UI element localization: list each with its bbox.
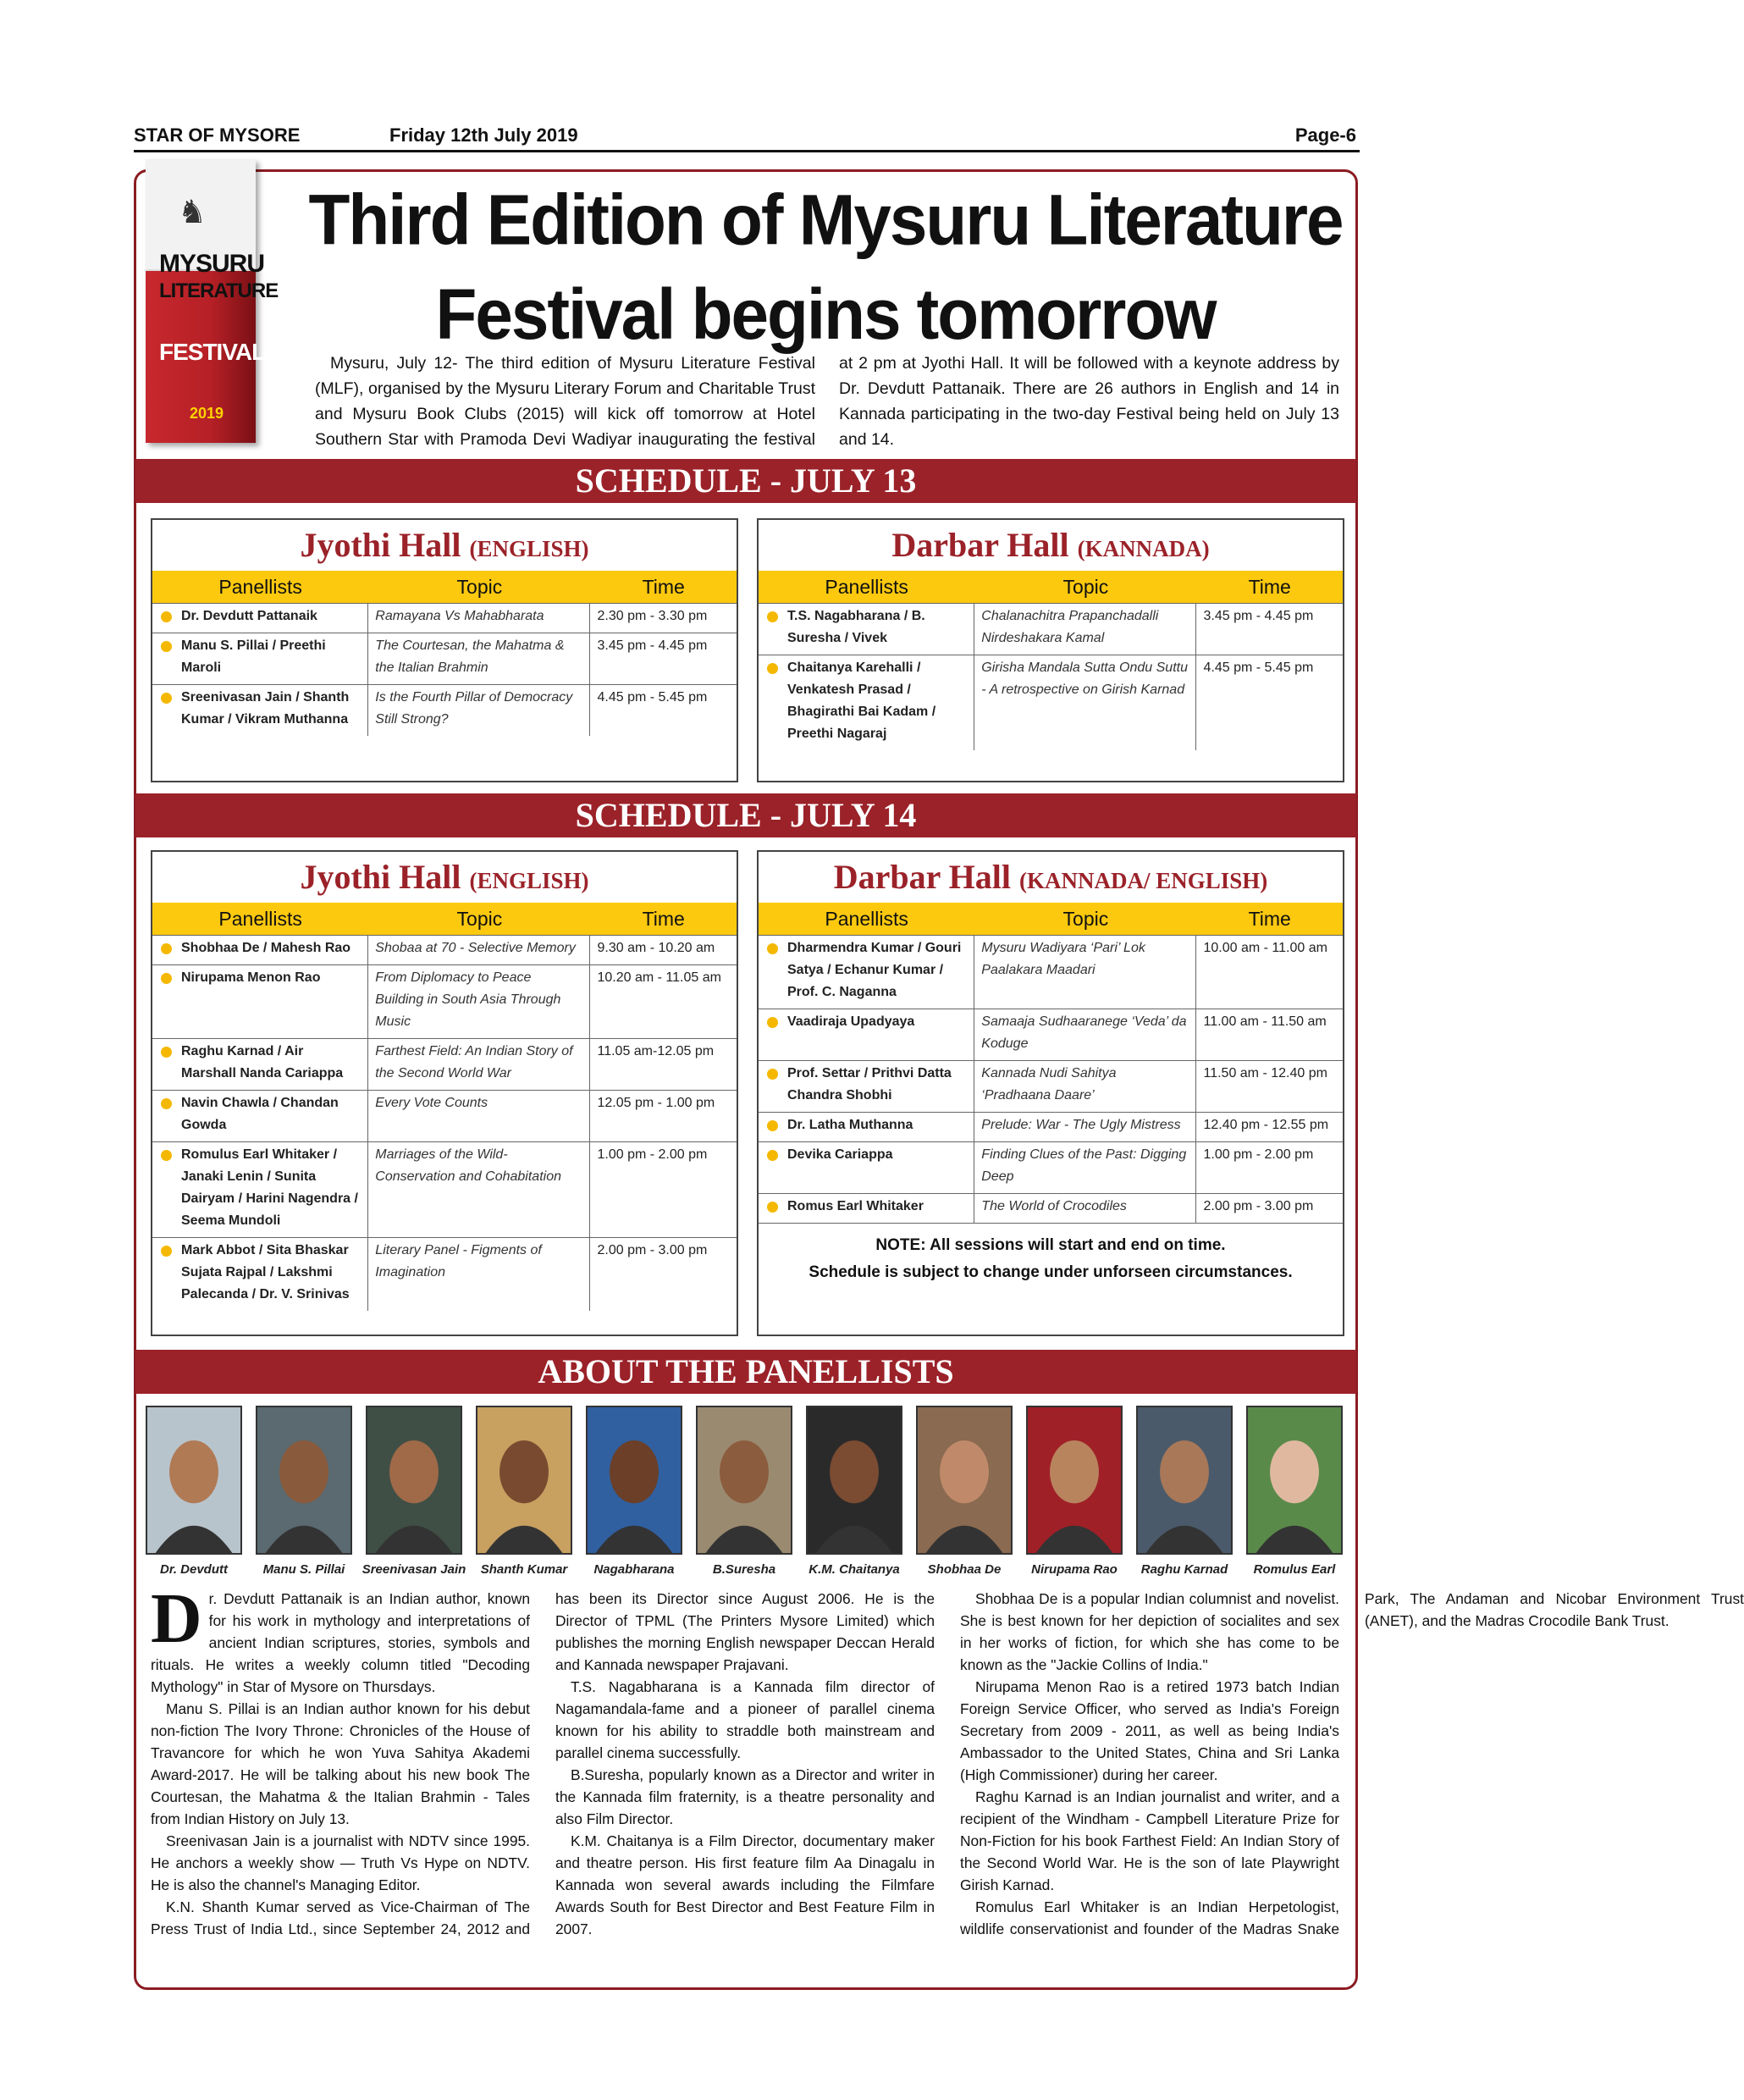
cell-panellists [152, 633, 368, 684]
panellist-names: Dr. Devdutt Pattanaik [181, 609, 317, 623]
cell-time: 12.40 pm - 12.55 pm [1203, 1118, 1329, 1132]
col-topic: Topic [456, 908, 503, 930]
cell-topic: Kannada Nudi Sahitya ‘Pradhaana Daare’ [974, 1061, 1196, 1112]
cell-topic: The World of Crocodiles [974, 1194, 1196, 1223]
cell-panellists [759, 1009, 974, 1060]
table-body [759, 603, 1343, 750]
photo-caption: Raghu Karnad [1140, 1562, 1228, 1577]
cell-panellists [152, 936, 368, 964]
table-row [152, 684, 737, 736]
hall-language: (KANNADA/ ENGLISH) [1018, 868, 1268, 893]
hall-title [759, 520, 1343, 571]
cell-panellists [152, 604, 368, 633]
bullet-icon [767, 1150, 778, 1161]
cell-panellists [759, 655, 974, 750]
panellist-names: Devika Cariappa [787, 1147, 893, 1162]
cell-topic: Shobaa at 70 - Selective Memory [368, 936, 590, 964]
hall-language: (ENGLISH) [469, 536, 589, 561]
hall-language: (ENGLISH) [469, 868, 589, 893]
bio-text: r. Devdutt Pattanaik is an Indian author, known for his work in mythology and interpretations of ancient Indian scriptures, stories, symbols and rituals. He writes a weekly column titled "Decoding Mythology" in Star of Mysore on Thursdays. [151, 1590, 530, 1695]
masthead [134, 121, 1365, 150]
book-year: 2019 [190, 405, 224, 422]
cell-panellists [759, 1142, 974, 1193]
photo-caption: Shanth Kumar [480, 1562, 568, 1577]
about-panellists-band: ABOUT THE PANELLISTS [135, 1350, 1356, 1394]
intro-text: Mysuru, July 12- The third edition of Mysuru Literature Festival (MLF), organised by the Mysuru Literary Forum and Charitable Trust and Mysuru Book Clubs (2015) will kick off tomorrow at Hotel Southern Star with Pramoda Devi Wadiyar inaugurating the festival at 2 pm at Jyothi Hall. It will be followed with a keynote address by Dr. Devdutt Pattanaik. There are 26 authors in English and 14 in Kannada participating in the two-day Festival being held on July 13 and 14. [315, 354, 1339, 449]
cell-time: 10.20 am - 11.05 am [597, 970, 721, 985]
bio-paragraph: Sreenivasan Jain is a journalist with NDTV since 1995. He anchors a weekly show — Truth Vs Hype on NDTV. He is also the channel's Managing Editor. [151, 1832, 530, 1893]
panellist-photo [366, 1406, 462, 1555]
panellist-names: Dharmendra Kumar / Gouri Satya / Echanur Kumar / Prof. C. Naganna [787, 941, 962, 999]
col-panellists: Panellists [218, 908, 302, 930]
book-title [159, 250, 279, 366]
col-time: Time [642, 908, 685, 930]
table-row [759, 603, 1343, 655]
photo-caption: K.M. Chaitanya [809, 1562, 900, 1577]
cell-topic: From Diplomacy to Peace Building in South Asia Through Music [368, 965, 590, 1038]
bullet-icon [161, 1047, 172, 1058]
bio-paragraph: T.S. Nagabharana is a Kannada film director of Nagamandala-fame and a pioneer of parallel cinema known for his ability to straddle both mainstream and parallel cinema successfully. [555, 1678, 935, 1761]
cell-topic: Every Vote Counts [368, 1091, 590, 1141]
panellist-names: Shobhaa De / Mahesh Rao [181, 941, 351, 955]
hall-language: (KANNADA) [1077, 536, 1210, 561]
photo-caption: Nirupama Rao [1031, 1562, 1118, 1577]
bio-paragraph: Raghu Karnad is an Indian journalist and writer, and a recipient of the Windham - Campbell Literature Prize for Non-Fiction for his book Farthest Field: An Indian Story of the Second World War. He is the son of late Playwright Girish Karnad. [960, 1788, 1339, 1893]
panellist-photo [146, 1406, 242, 1555]
table-row [759, 1141, 1343, 1193]
table-row [759, 1112, 1343, 1141]
note-line [759, 1232, 1343, 1259]
paper-name: STAR OF MYSORE [134, 124, 301, 146]
dropcap: D [151, 1579, 202, 1658]
col-time: Time [1248, 908, 1291, 930]
issue-date: Friday 12th July 2019 [389, 124, 578, 146]
panellist-photo [1246, 1406, 1343, 1555]
col-time: Time [1248, 576, 1291, 598]
panellist-photo [586, 1406, 682, 1555]
photo-caption: B.Suresha [712, 1562, 776, 1577]
col-time: Time [642, 576, 685, 598]
cell-panellists [759, 604, 974, 655]
panellist-names: Manu S. Pillai / Preethi Maroli [181, 638, 326, 675]
bio-paragraph: B.Suresha, popularly known as a Director and writer in the Kannada film fraternity, is a theatre personality and also Film Director. [555, 1766, 935, 1827]
bio-paragraph: K.M. Chaitanya is a Film Director, documentary maker and theatre person. His first feature film Aa Dinagalu in Kannada won several awards including the Filmfare Awards South for Best Director and Best Feature Film in 2007. [555, 1832, 935, 1937]
cell-panellists [152, 965, 368, 1038]
table-row [759, 655, 1343, 750]
bullet-icon [161, 973, 172, 984]
photo-caption: Romulus Earl [1253, 1562, 1336, 1577]
panellist-photos [146, 1406, 1348, 1558]
panellist-photo [256, 1406, 352, 1555]
july14-jyothi-table [151, 850, 738, 1336]
cell-topic: Mysuru Wadiyara ‘Pari’ Lok Paalakara Maadari [974, 936, 1196, 1009]
table-row [152, 935, 737, 964]
cell-topic: Samaaja Sudhaaranege ‘Veda’ da Koduge [974, 1009, 1196, 1060]
table-header [759, 903, 1343, 935]
table-header [152, 903, 737, 935]
photo-caption: Dr. Devdutt [159, 1562, 228, 1577]
table-row [152, 964, 737, 1038]
bullet-icon [161, 641, 172, 652]
hall-title [152, 852, 737, 903]
panellist-names: Chaitanya Karehalli / Venkatesh Prasad / Bhagirathi Bai Kadam / Preethi Nagaraj [787, 660, 936, 741]
book-title-line: LITERATURE [159, 279, 279, 302]
panellist-photo [1136, 1406, 1233, 1555]
cell-topic: The Courtesan, the Mahatma & the Italian Brahmin [368, 633, 590, 684]
photo-caption: Manu S. Pillai [262, 1562, 345, 1577]
panellist-photo [696, 1406, 792, 1555]
cell-topic: Marriages of the Wild- Conservation and Cohabitation [368, 1142, 590, 1237]
table-body [152, 935, 737, 1311]
table-header [759, 571, 1343, 603]
cell-time: 1.00 pm - 2.00 pm [1203, 1147, 1314, 1162]
table-row [152, 1038, 737, 1090]
panellist-photo [806, 1406, 902, 1555]
bio-paragraph: Shobhaa De is a popular Indian columnist and novelist. She is best known for her depiction of socialites and sex in her works of fiction, for which she has come to be known as the "Jackie Collins of India." [960, 1590, 1339, 1673]
bullet-icon [161, 611, 172, 622]
panellist-names: Mark Abbot / Sita Bhaskar Sujata Rajpal / Lakshmi Palecanda / Dr. V. Srinivas [181, 1243, 350, 1301]
col-panellists: Panellists [825, 576, 908, 598]
note-text: All sessions will start and end on time. [930, 1236, 1226, 1254]
panellist-names: Nirupama Menon Rao [181, 970, 321, 985]
table-header [152, 571, 737, 603]
panellist-photo [916, 1406, 1013, 1555]
cell-topic: Chalanachitra Prapanchadalli Nirdeshakara Kamal [974, 604, 1196, 655]
cell-panellists [759, 1061, 974, 1112]
cell-topic: Literary Panel - Figments of Imagination [368, 1238, 590, 1311]
table-row [759, 1009, 1343, 1060]
bullet-icon [161, 1150, 172, 1161]
table-body [152, 603, 737, 736]
cell-topic: Prelude: War - The Ugly Mistress [974, 1113, 1196, 1141]
july13-jyothi-table [151, 518, 738, 782]
note-text: Schedule is subject to change under unforseen circumstances. [809, 1263, 1293, 1281]
panellist-names: Sreenivasan Jain / Shanth Kumar / Vikram Muthanna [181, 690, 350, 727]
table-row [152, 1141, 737, 1237]
table-row [759, 935, 1343, 1009]
panellist-photo [1026, 1406, 1123, 1555]
headline: Third Edition of Mysuru Literature Festival begins tomorrow [308, 180, 1343, 354]
cell-time: 2.00 pm - 3.00 pm [597, 1243, 708, 1257]
cell-topic: Farthest Field: An Indian Story of the Second World War [368, 1039, 590, 1090]
cell-time: 4.45 pm - 5.45 pm [597, 690, 708, 705]
cell-time: 3.45 pm - 4.45 pm [597, 638, 708, 653]
cell-panellists [152, 1091, 368, 1141]
cell-time: 4.45 pm - 5.45 pm [1203, 660, 1314, 675]
cell-panellists [759, 1194, 974, 1223]
cell-time: 11.50 am - 12.40 pm [1203, 1066, 1327, 1080]
schedule-note [759, 1223, 1343, 1286]
cell-topic: Girisha Mandala Sutta Ondu Suttu - A retrospective on Girish Karnad [974, 655, 1196, 750]
page-number: Page-6 [1294, 124, 1356, 146]
panellist-names: Prof. Settar / Prithvi Datta Chandra Shobhi [787, 1066, 952, 1102]
bullet-icon [767, 1202, 778, 1213]
bio-paragraph: Nirupama Menon Rao is a retired 1973 batch Indian Foreign Service Officer, who served as India's Foreign Secretary from 2009 - 2011, as well as being India's Ambassador to the United States, China and Sri Lanka (High Commissioner) during her career. [960, 1678, 1339, 1783]
panellist-names: T.S. Nagabharana / B. Suresha / Vivek [787, 609, 925, 645]
bullet-icon [767, 1017, 778, 1028]
bullet-icon [767, 943, 778, 954]
hall-title [152, 520, 737, 571]
photo-caption: Nagabharana [593, 1562, 675, 1577]
table-row [152, 1237, 737, 1311]
table-row [759, 1060, 1343, 1112]
cell-time: 1.00 pm - 2.00 pm [597, 1147, 708, 1162]
table-row [759, 1193, 1343, 1223]
table-row [152, 603, 737, 633]
festival-book-graphic [146, 159, 279, 443]
col-panellists: Panellists [825, 908, 908, 930]
bullet-icon [767, 1120, 778, 1131]
col-panellists: Panellists [218, 576, 302, 598]
hall-name: Darbar Hall [891, 526, 1069, 564]
cell-topic: Finding Clues of the Past: Digging Deep [974, 1142, 1196, 1193]
cell-panellists [759, 936, 974, 1009]
cell-time: 12.05 pm - 1.00 pm [597, 1096, 715, 1110]
schedule-band-july13: SCHEDULE - JULY 13 [135, 459, 1356, 503]
bullet-icon [767, 663, 778, 674]
panellist-photo [476, 1406, 572, 1555]
lion-emblem-icon: ♞ [178, 195, 207, 230]
hall-name: Jyothi Hall [300, 858, 461, 896]
photo-caption: Shobhaa De [927, 1562, 1002, 1577]
cell-time: 2.30 pm - 3.30 pm [597, 609, 708, 623]
panellist-names: Dr. Latha Muthanna [787, 1118, 913, 1132]
bullet-icon [161, 693, 172, 704]
photo-caption: Sreenivasan Jain [361, 1562, 466, 1577]
bio-paragraph: Manu S. Pillai is an Indian author known for his debut non-fiction The Ivory Throne: Chronicles of the House of Travancore for which he won Yuva Sahitya Akademi Award-2017. He will be talking about his new book The Courtesan, the Mahatma & the Italian Brahmin - Tales from Indian History on July 13. [151, 1700, 530, 1827]
hall-name: Jyothi Hall [300, 526, 461, 564]
bullet-icon [161, 943, 172, 954]
masthead-rule [134, 150, 1360, 152]
book-title-line: FESTIVAL [159, 339, 266, 365]
intro-article [315, 351, 1339, 452]
hall-name: Darbar Hall [833, 858, 1011, 896]
bio-paragraph: Romulus Earl Whitaker is an Indian Herpetologist, wildlife conservationist and founder of the Madras Snake Park, The Andaman and Nicobar Environment Trust (ANET), and the Madras Crocodile Bank Trust. [960, 1590, 1744, 1937]
bio-paragraph [151, 1579, 530, 1698]
bullet-icon [161, 1246, 172, 1257]
july14-darbar-table [757, 850, 1344, 1336]
table-body [759, 935, 1343, 1223]
cell-time: 3.45 pm - 4.45 pm [1203, 609, 1314, 623]
bullet-icon [767, 1069, 778, 1080]
panellist-names: Raghu Karnad / Air Marshall Nanda Cariappa [181, 1044, 344, 1080]
cell-panellists [152, 1142, 368, 1237]
cell-panellists [152, 685, 368, 736]
table-row [152, 1090, 737, 1141]
cell-time: 10.00 am - 11.00 am [1203, 941, 1327, 955]
bio-paragraph: K.N. Shanth Kumar served as Vice-Chairman of The Press Trust of India Ltd., since September 24, 2012 and has been its Director since August 2006. He is the Director of TPML (The Printers Mysore Limited) which publishes the morning English newspaper Deccan Herald and Kannada newspaper Prajavani. [151, 1590, 935, 1937]
panellist-names: Vaadiraja Upadyaya [787, 1014, 915, 1029]
cell-time: 11.00 am - 11.50 am [1203, 1014, 1327, 1029]
panellist-bios [151, 1579, 1744, 1960]
july13-darbar-table [757, 518, 1344, 782]
schedule-band-july14: SCHEDULE - JULY 14 [135, 793, 1356, 837]
cell-panellists [152, 1238, 368, 1311]
cell-panellists [759, 1113, 974, 1141]
panellist-names: Romus Earl Whitaker [787, 1199, 924, 1213]
panellist-names: Romulus Earl Whitaker / Janaki Lenin / Sunita Dairyam / Harini Nagendra / Seema Mundoli [181, 1147, 358, 1228]
cell-time: 11.05 am-12.05 pm [597, 1044, 715, 1058]
col-topic: Topic [1062, 908, 1109, 930]
cell-time: 2.00 pm - 3.00 pm [1203, 1199, 1314, 1213]
hall-title [759, 852, 1343, 903]
note-label: NOTE: [875, 1236, 926, 1254]
bullet-icon [161, 1098, 172, 1109]
col-topic: Topic [1062, 576, 1109, 598]
cell-topic: Is the Fourth Pillar of Democracy Still Strong? [368, 685, 590, 736]
panellist-names: Navin Chawla / Chandan Gowda [181, 1096, 339, 1132]
bullet-icon [767, 611, 778, 622]
cell-panellists [152, 1039, 368, 1090]
book-title-line: MYSURU [159, 250, 265, 278]
cell-time: 9.30 am - 10.20 am [597, 941, 715, 955]
cell-topic: Ramayana Vs Mahabharata [368, 604, 590, 633]
table-row [152, 633, 737, 684]
col-topic: Topic [456, 576, 503, 598]
